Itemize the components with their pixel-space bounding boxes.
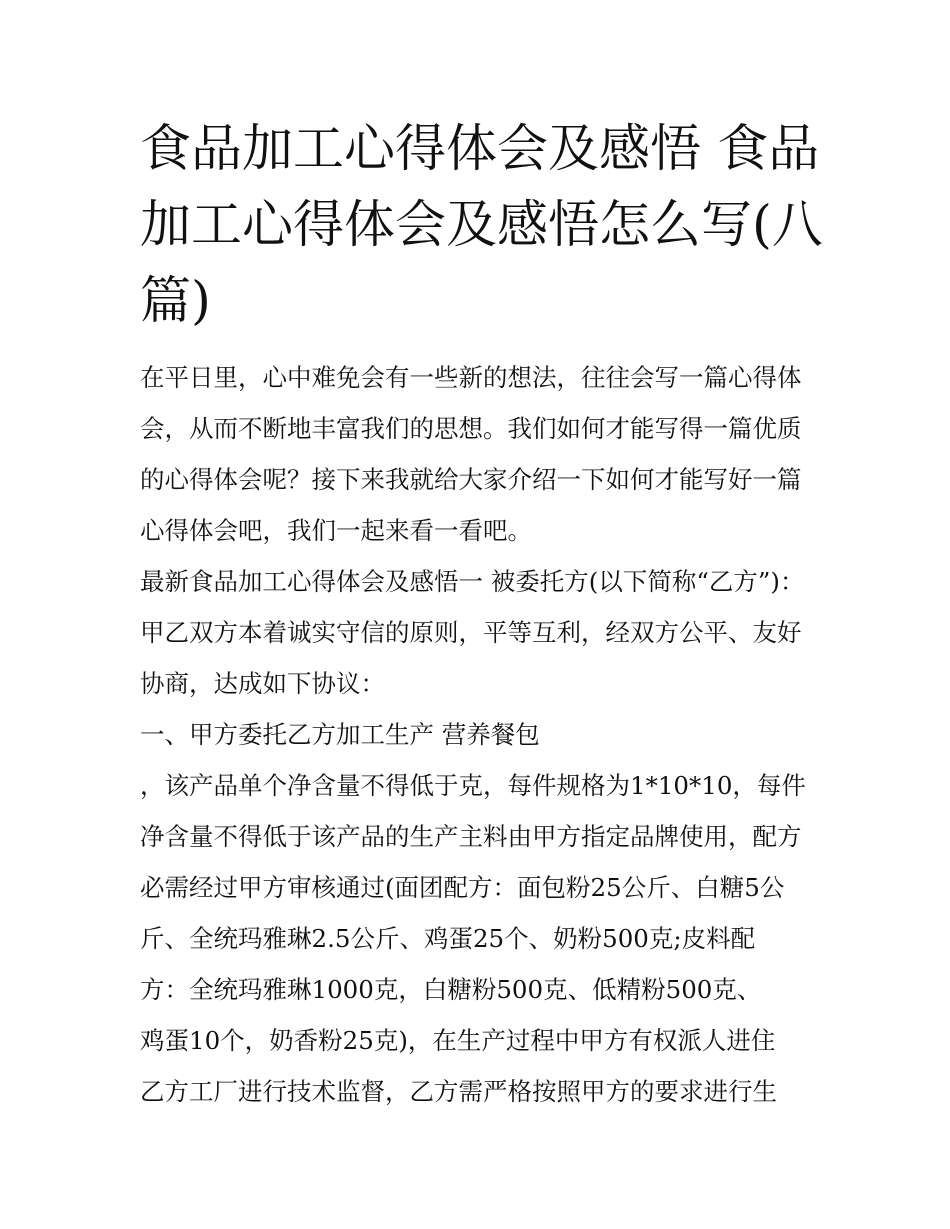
body-line: 心得体会吧，我们一起来看一看吧。 (140, 516, 532, 545)
body-line: 协商，达成如下协议： (140, 669, 385, 698)
body-line: 斤、全统玛雅琳2.5公斤、鸡蛋25个、奶粉500克;皮料配 (140, 924, 756, 953)
document-body (140, 352, 830, 1117)
section-heading-line: 最新食品加工心得体会及感悟一 被委托方(以下简称“乙方”)： (140, 567, 805, 596)
clause-line: 一、甲方委托乙方加工生产 营养餐包 (140, 720, 540, 749)
body-line: 在平日里，心中难免会有一些新的想法，往往会写一篇心得体 (140, 363, 802, 392)
body-line: 鸡蛋10个，奶香粉25克)，在生产过程中甲方有权派人进住 (140, 1026, 776, 1055)
body-line: 必需经过甲方审核通过(面团配方：面包粉25公斤、白糖5公 (140, 873, 785, 902)
body-line: 会，从而不断地丰富我们的思想。我们如何才能写得一篇优质 (140, 414, 802, 443)
title-line: 篇) (140, 272, 211, 331)
body-line: 的心得体会呢？接下来我就给大家介绍一下如何才能写好一篇 (140, 465, 802, 494)
title-line: 加工心得体会及感悟怎么写(八 (140, 196, 823, 255)
body-line: 甲乙双方本着诚实守信的原则，平等互利，经双方公平、友好 (140, 618, 802, 647)
body-line: 净含量不得低于该产品的生产主料由甲方指定品牌使用，配方 (140, 822, 802, 851)
title-line: 食品加工心得体会及感悟 食品 (140, 120, 820, 179)
body-line: 方：全统玛雅琳1000克，白糖粉500克、低精粉500克、 (140, 975, 762, 1004)
body-line: 乙方工厂进行技术监督，乙方需严格按照甲方的要求进行生 (140, 1077, 777, 1106)
body-line: ，该产品单个净含量不得低于克，每件规格为1*10*10，每件 (140, 771, 806, 800)
document-title (140, 112, 823, 340)
